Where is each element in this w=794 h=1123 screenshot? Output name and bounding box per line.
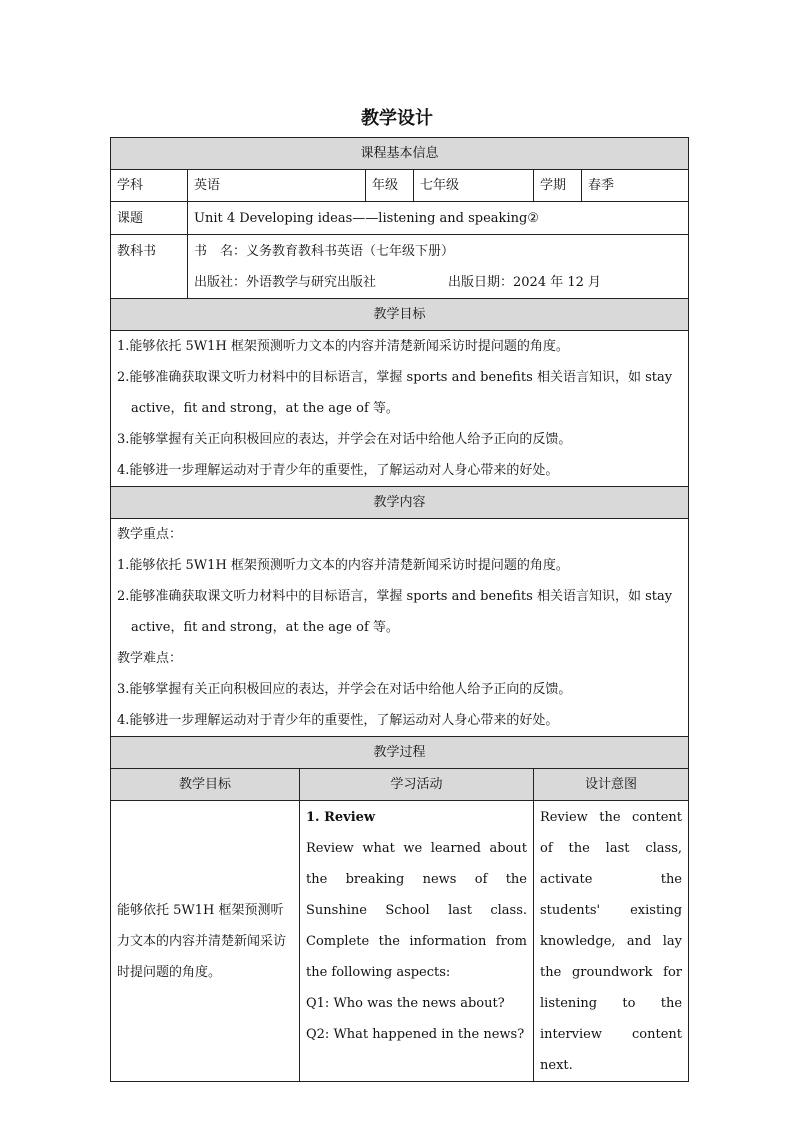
textbook-publisher-line: [194, 267, 682, 298]
semester-label: 学期: [534, 170, 582, 202]
process-col-activity: 学习活动: [300, 769, 534, 801]
difficult-points-label: 教学难点：: [117, 651, 183, 666]
publication-date: 出版日期：2024 年 12 月: [448, 275, 602, 290]
difficult-point-item: 3.能够掌握有关正向积极回应的表达，并学会在对话中给他人给予正向的反馈。: [117, 682, 572, 697]
process-col-intent: 设计意图: [534, 769, 689, 801]
grade-value: 七年级: [414, 170, 534, 202]
objective-item: 1.能够依托 5W1H 框架预测听力文本的内容并清楚新闻采访时提问题的角度。: [117, 339, 569, 354]
content-header: 教学内容: [111, 487, 689, 519]
subject-value: 英语: [188, 170, 366, 202]
objective-item: 3.能够掌握有关正向积极回应的表达，并学会在对话中给他人给予正向的反馈。: [117, 432, 572, 447]
key-point-item: 1.能够依托 5W1H 框架预测听力文本的内容并清楚新闻采访时提问题的角度。: [117, 558, 569, 573]
topic-value: Unit 4 Developing ideas——listening and speaking②: [188, 202, 689, 235]
objective-item: 4.能够进一步理解运动对于青少年的重要性，了解运动对人身心带来的好处。: [117, 463, 559, 478]
page-title: 教学设计: [361, 108, 433, 129]
semester-value: 春季: [582, 170, 689, 202]
subject-label: 学科: [111, 170, 188, 202]
process-activity-cell: [300, 801, 534, 1082]
content-body: [111, 519, 689, 737]
difficult-point-item: 4.能够进一步理解运动对于青少年的重要性，了解运动对人身心带来的好处。: [117, 713, 559, 728]
objectives-body: [111, 331, 689, 487]
topic-label: 课题: [111, 202, 188, 235]
textbook-info: [188, 235, 689, 299]
lesson-plan-table: [110, 137, 689, 1082]
intent-text: Review the content of the last class, activate the students' existing knowledge, and lay the groundwork for listening to the interview content next.: [540, 810, 683, 1073]
textbook-label: 教科书: [111, 235, 188, 299]
process-col-objective: 教学目标: [111, 769, 300, 801]
activity-question: Q1: Who was the news about?: [306, 996, 505, 1011]
process-objective-text: 能够依托 5W1H 框架预测听力文本的内容并清楚新闻采访时提问题的角度。: [117, 902, 287, 980]
key-points-label: 教学重点：: [117, 527, 183, 542]
objectives-header: 教学目标: [111, 299, 689, 331]
objective-item: active，fit and strong，at the age of 等。: [131, 401, 399, 416]
process-intent-cell: [534, 801, 689, 1082]
publisher: 出版社：外语教学与研究出版社: [194, 275, 377, 290]
activity-title: 1. Review: [306, 810, 376, 825]
key-point-item: 2.能够准确获取课文听力材料中的目标语言，掌握 sports and benefits 相关语言知识，如 stay: [117, 589, 673, 604]
basic-info-header: 课程基本信息: [111, 138, 689, 170]
grade-label: 年级: [366, 170, 414, 202]
process-objective-cell: [111, 801, 300, 1082]
key-point-item: active，fit and strong，at the age of 等。: [131, 620, 399, 635]
activity-question: Q2: What happened in the news?: [306, 1027, 525, 1042]
process-header: 教学过程: [111, 737, 689, 769]
textbook-name: 书 名：义务教育教科书英语（七年级下册）: [194, 244, 455, 259]
objective-item: 2.能够准确获取课文听力材料中的目标语言，掌握 sports and benefits 相关语言知识，如 stay: [117, 370, 673, 385]
activity-text: Review what we learned about the breaking news of the Sunshine School last class. Complete the information from the following aspects:: [306, 841, 527, 980]
